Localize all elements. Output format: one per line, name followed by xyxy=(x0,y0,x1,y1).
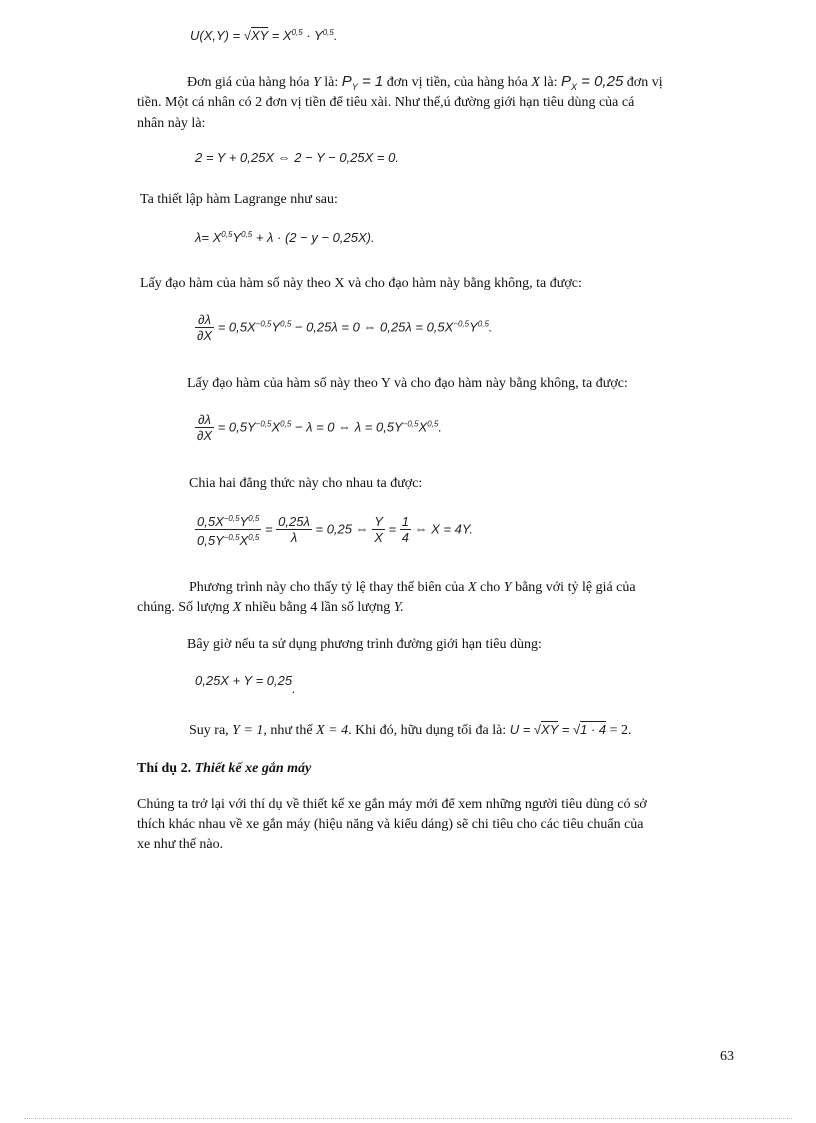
example-heading: Thí dụ 2. Thiết kế xe gắn máy xyxy=(137,761,312,776)
budget-equation: 2 = Y + 0,25X ⇔ 2 − Y − 0,25X = 0. xyxy=(195,150,399,165)
divide-intro: Chia hai đẳng thức này cho nhau ta được: xyxy=(189,476,423,491)
example-paragraph-line2: thích khác nhau về xe gắn máy (hiệu năng và kiểu dáng) sẽ chi tiêu cho các tiêu chuẩn của xyxy=(137,817,644,832)
footer-divider xyxy=(24,1118,792,1119)
example-paragraph-line3: xe như thế nào. xyxy=(137,837,224,852)
lagrange-equation: $\lambda= X^{0,5}Y^{0,5} + \lambda \cdot (2 - y - 0,25X)$. xyxy=(195,230,375,245)
derivative-x-equation: $\frac{\partial\lambda}{\partial X}$ = $0,5X^{-0,5}Y^{0,5} - 0,25\lambda = 0$ ⇔ $0,25\lambda = 0,5X^{-0,5}Y^{0,5}$. xyxy=(197,312,493,343)
result-paragraph: Suy ra, Y = 1, như thế X = 4. Khi đó, hữu dụng tối đa là: U = √XY = √1 · 4 = 2. xyxy=(189,722,632,738)
lagrange-intro: Ta thiết lập hàm Lagrange như sau: xyxy=(140,192,338,207)
page-number: 63 xyxy=(720,1049,734,1064)
derivative-x-intro: Lấy đạo hàm của hàm số này theo X và cho đạo hàm này bằng không, ta được: xyxy=(140,276,582,291)
example-paragraph-line1: Chúng ta trở lại với thí dụ về thiết kế xe gắn máy mới để xem những người tiêu dùng có sở xyxy=(137,797,647,812)
derivative-y-intro: Lấy đạo hàm của hàm số này theo Y và cho đạo hàm này bằng không, ta được: xyxy=(187,376,628,391)
budget-reuse-intro: Bây giờ nếu ta sử dụng phương trình đường giới hạn tiêu dùng: xyxy=(187,637,542,652)
mrs-paragraph-line2: chúng. Số lượng X nhiều bằng 4 lần số lượng Y. xyxy=(137,600,404,615)
price-paragraph-line1: Đơn giá của hàng hóa Y là: $P_Y = 1$ đơn vị tiền, của hàng hóa X là: $P_X = 0,25$ đơn vị xyxy=(187,73,663,92)
mrs-paragraph-line1: Phương trình này cho thấy tỷ lệ thay thế biên của X cho Y bằng với tỷ lệ giá của xyxy=(189,580,636,595)
derivative-y-equation: $\frac{\partial\lambda}{\partial X}$ = $0,5Y^{-0,5}X^{0,5} - \lambda = 0$ ⇔ $\lambda = 0,5Y^{-0,5}X^{0,5}$. xyxy=(197,412,442,443)
utility-equation: U(X,Y) = √XY = X$^{0,5}$ · Y$^{0,5}$. xyxy=(190,28,338,43)
price-paragraph-line2: tiền. Một cá nhân có 2 đơn vị tiền để tiêu xài. Như thế,ú đường giới hạn tiêu dùng của cá xyxy=(137,95,635,110)
ratio-equation: $\frac{0,5X^{-0,5}Y^{0,5}}{0,5Y^{-0,5}X^{0,5}}$ = $\frac{0,25\lambda}{\lambda}$ = 0,25 ⇔ $\frac{Y}{X}$ = $\frac{1}{4}$ ⇔ X = 4Y. xyxy=(195,511,473,549)
budget-equation-2: 0,25X + Y = 0,25. xyxy=(195,673,296,696)
price-paragraph-line3: nhân này là: xyxy=(137,116,206,131)
